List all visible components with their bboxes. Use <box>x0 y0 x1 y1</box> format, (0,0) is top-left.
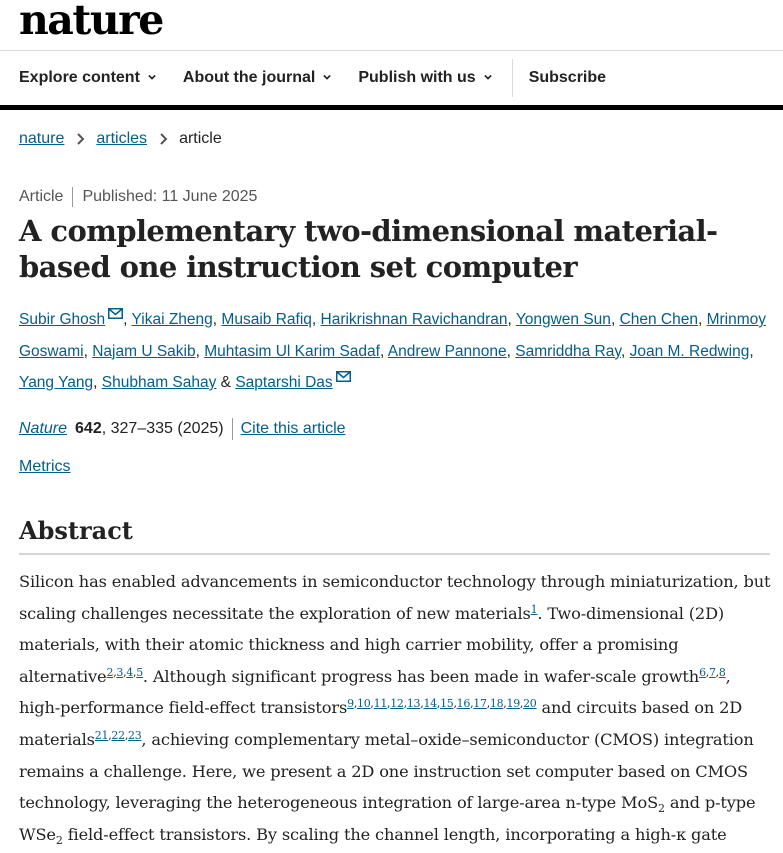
author-link[interactable]: Shubham Sahay <box>101 374 217 391</box>
reference-link[interactable]: 8 <box>718 665 726 679</box>
nav-divider <box>512 59 513 97</box>
author-link[interactable]: Chen Chen <box>619 311 698 328</box>
reference-link[interactable]: 17 <box>473 697 487 711</box>
citation-divider <box>232 418 233 440</box>
abstract-segment: , high-performance field-effect transistors <box>19 666 731 718</box>
article-meta <box>19 187 257 207</box>
journal-link[interactable]: Nature <box>19 420 68 437</box>
abstract-segment: and circuits based on 2D materials <box>19 698 743 749</box>
reference-link[interactable]: 20 <box>523 697 537 711</box>
nav-publish[interactable] <box>358 69 491 87</box>
citation-line <box>19 418 346 440</box>
nav-about-label: About the journal <box>182 69 316 86</box>
nature-logo[interactable]: nature <box>19 0 163 44</box>
article-title: A complementary two-dimensional material-based one instruction set computer <box>19 214 718 284</box>
breadcrumb-home-link[interactable]: nature <box>19 130 65 147</box>
breadcrumb-articles-link[interactable]: articles <box>96 130 148 147</box>
author-link[interactable]: Yongwen Sun <box>515 311 611 328</box>
chevron-right-icon <box>158 133 168 145</box>
metrics-link[interactable]: Metrics <box>19 458 71 475</box>
chevron-down-icon <box>323 73 331 81</box>
reference-link[interactable]: 23 <box>128 728 142 742</box>
abstract-segment: Silicon has enabled advancements in semiconductor technology through miniaturization, but scaling challenges necessitate the exploration of new materials <box>19 572 771 623</box>
author-link[interactable]: Najam U Sakib <box>92 342 196 360</box>
nav-publish-label: Publish with us <box>358 69 476 86</box>
subscript: 2 <box>55 833 63 847</box>
reference-links: 6,7,8 <box>699 665 726 679</box>
abstract-segment: . Two-dimensional (2D) materials, with their atomic thickness and high carrier mobility, offer a promising alternative <box>19 603 725 686</box>
reference-link[interactable]: 10 <box>357 697 371 711</box>
reference-link[interactable]: 5 <box>136 665 143 679</box>
author-link[interactable]: Yikai Zheng <box>131 311 213 328</box>
abstract-segment: , achieving complementary metal–oxide–semiconductor (CMOS) integration remains a challenge. Here, we present a 2D one instruction set computer based on CMOS technology, leveraging the heterogeneous integration of large-area n-type MoS <box>19 729 754 813</box>
article-type: Article <box>19 188 64 205</box>
nav-subscribe-label: Subscribe <box>528 69 607 86</box>
abstract-text <box>19 566 774 850</box>
nav-about-journal[interactable] <box>183 69 331 87</box>
reference-link[interactable]: 21 <box>94 728 109 742</box>
reference-link[interactable]: 7 <box>708 665 716 679</box>
author-link[interactable]: Harikrishnan Ravichandran <box>320 311 508 328</box>
reference-link[interactable]: 13 <box>406 697 421 711</box>
reference-link[interactable]: 2 <box>106 665 114 679</box>
author-link[interactable]: Mrinmoy Goswami <box>19 311 767 360</box>
reference-link[interactable]: 12 <box>390 697 404 711</box>
nav-explore-content[interactable] <box>19 69 156 87</box>
reference-links: 9,10,11,12,13,14,15,16,17,18,19,20 <box>347 697 537 711</box>
reference-link[interactable]: 11 <box>373 697 388 711</box>
author-link[interactable]: Muhtasim Ul Karim Sadaf <box>204 342 380 360</box>
cite-article-link[interactable]: Cite this article <box>240 420 346 437</box>
mail-icon[interactable] <box>336 371 351 382</box>
reference-links: 21,22,23 <box>94 728 142 742</box>
author-link[interactable]: Andrew Pannone <box>387 342 507 360</box>
author-link[interactable]: Saptarshi Das <box>235 374 333 391</box>
author-link[interactable]: Yang Yang <box>19 374 94 391</box>
site-header <box>0 0 783 51</box>
reference-link[interactable]: 9 <box>347 697 354 711</box>
reference-link[interactable]: 22 <box>111 728 125 742</box>
subscript: 2 <box>658 802 665 816</box>
reference-link[interactable]: 18 <box>489 697 504 711</box>
published-date: Published: 11 June 2025 <box>82 188 258 205</box>
nav-subscribe[interactable] <box>529 69 606 87</box>
author-link[interactable]: Subir Ghosh <box>19 311 106 328</box>
breadcrumb <box>19 130 222 148</box>
meta-divider <box>72 187 73 207</box>
mail-icon[interactable] <box>108 308 123 319</box>
abstract-segment: field-effect transistors. By scaling the channel length, incorporating a high-κ gate <box>62 824 727 844</box>
breadcrumb-current: article <box>179 130 222 147</box>
reference-links: 2,3,4,5 <box>106 665 143 679</box>
author-link[interactable]: Samriddha Ray <box>515 342 621 360</box>
author-list: Subir Ghosh , Yikai Zheng, Musaib Rafiq, Harikrishnan Ravichandran, Yongwen Sun, Chen Chen, Mrinmoy Goswami, Najam U Sakib, Muhtasim Ul Karim Sadaf, Andrew Pannone, Samriddha Ray, Joan M. Redwing, Yang Yang, Shubham Sahay & Saptarshi Das <box>19 304 769 399</box>
pages-year: , 327–335 (2025) <box>101 420 224 437</box>
abstract-segment: and p-type WSe <box>19 793 756 844</box>
reference-link[interactable]: 1 <box>530 602 538 616</box>
chevron-down-icon <box>148 73 156 81</box>
volume-number: 642 <box>75 420 102 437</box>
chevron-down-icon <box>484 73 492 81</box>
nav-explore-label: Explore content <box>19 69 140 86</box>
abstract-heading: Abstract <box>19 516 770 555</box>
reference-link[interactable]: 3 <box>116 665 124 679</box>
author-link[interactable]: Musaib Rafiq <box>221 311 312 328</box>
reference-link[interactable]: 6 <box>699 665 706 679</box>
main-nav <box>0 51 783 110</box>
reference-link[interactable]: 16 <box>456 697 471 711</box>
chevron-right-icon <box>75 133 85 145</box>
reference-link[interactable]: 15 <box>440 697 454 711</box>
reference-link[interactable]: 19 <box>506 697 520 711</box>
abstract-segment: . Although significant progress has been made in wafer-scale growth <box>142 666 700 686</box>
reference-link[interactable]: 4 <box>126 665 133 679</box>
reference-link[interactable]: 14 <box>423 697 437 711</box>
author-link[interactable]: Joan M. Redwing <box>629 342 750 360</box>
